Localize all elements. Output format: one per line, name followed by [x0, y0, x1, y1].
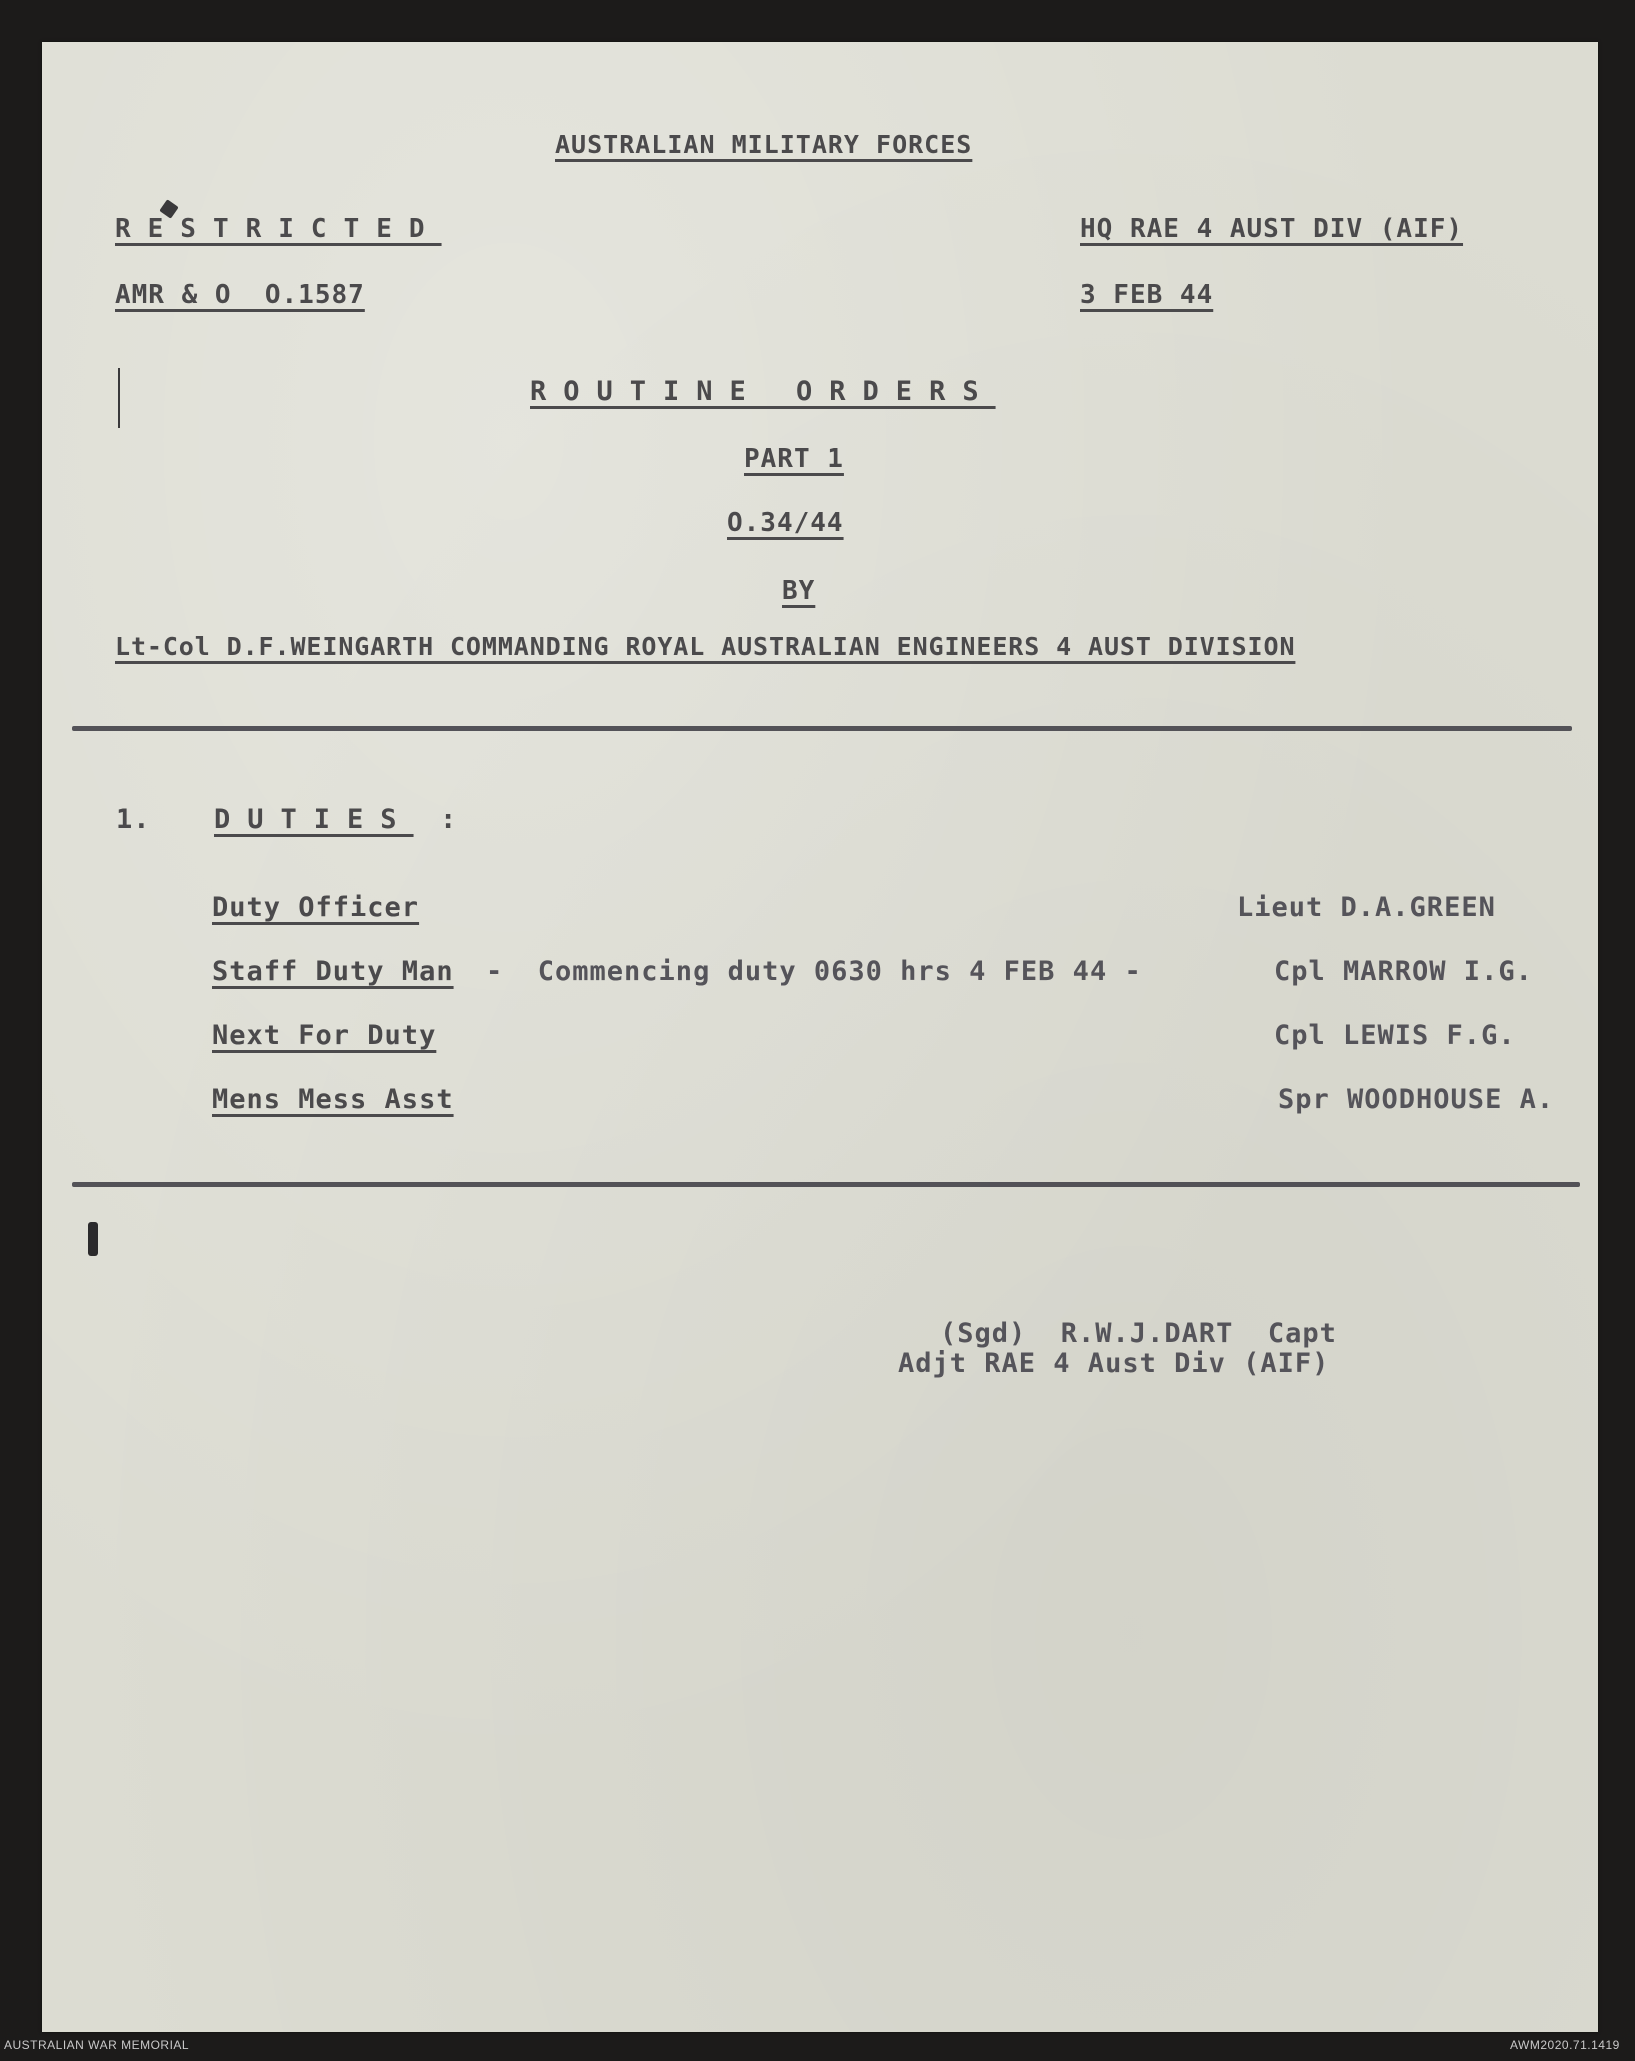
- signature-line-1: (Sgd) R.W.J.DART Capt: [940, 1318, 1337, 1349]
- title: ROUTINE ORDERS: [530, 376, 996, 407]
- commander: Lt-Col D.F.WEINGARTH COMMANDING ROYAL AUSTRALIAN ENGINEERS 4 AUST DIVISION: [115, 632, 1296, 661]
- footer-right: AWM2020.71.1419: [1510, 2038, 1620, 2052]
- section-number: 1.: [116, 804, 151, 835]
- classification: RESTRICTED: [115, 214, 442, 244]
- footer-left: AUSTRALIAN WAR MEMORIAL: [4, 2038, 190, 2052]
- divider-top: [72, 726, 1572, 731]
- duty-name-4: Spr WOODHOUSE A.: [1278, 1084, 1555, 1115]
- section-heading: DUTIES: [214, 804, 414, 835]
- duty-role-4: Mens Mess Asst: [212, 1084, 454, 1115]
- order-number: O.34/44: [727, 508, 844, 538]
- signature-line-2: Adjt RAE 4 Aust Div (AIF): [898, 1348, 1330, 1379]
- duty-name-1: Lieut D.A.GREEN: [1237, 892, 1496, 923]
- duty-role-1: Duty Officer: [212, 892, 420, 923]
- duty-name-2: Cpl MARROW I.G.: [1274, 956, 1533, 987]
- part: PART 1: [744, 444, 844, 474]
- section-colon: :: [440, 804, 458, 835]
- edge-tear: [88, 1222, 98, 1256]
- duty-role-2: Staff Duty Man: [212, 956, 454, 987]
- document-page: [42, 42, 1598, 2032]
- by-label: BY: [782, 576, 816, 606]
- unit: HQ RAE 4 AUST DIV (AIF): [1080, 214, 1464, 244]
- margin-tick: [118, 368, 120, 428]
- duty-note-2: - Commencing duty 0630 hrs 4 FEB 44 -: [486, 956, 1142, 987]
- duty-name-3: Cpl LEWIS F.G.: [1274, 1020, 1516, 1051]
- document-header: AUSTRALIAN MILITARY FORCES: [555, 130, 973, 159]
- divider-bottom: [72, 1182, 1580, 1187]
- duty-role-3: Next For Duty: [212, 1020, 437, 1051]
- date: 3 FEB 44: [1080, 280, 1214, 310]
- reference: AMR & O O.1587: [115, 280, 365, 310]
